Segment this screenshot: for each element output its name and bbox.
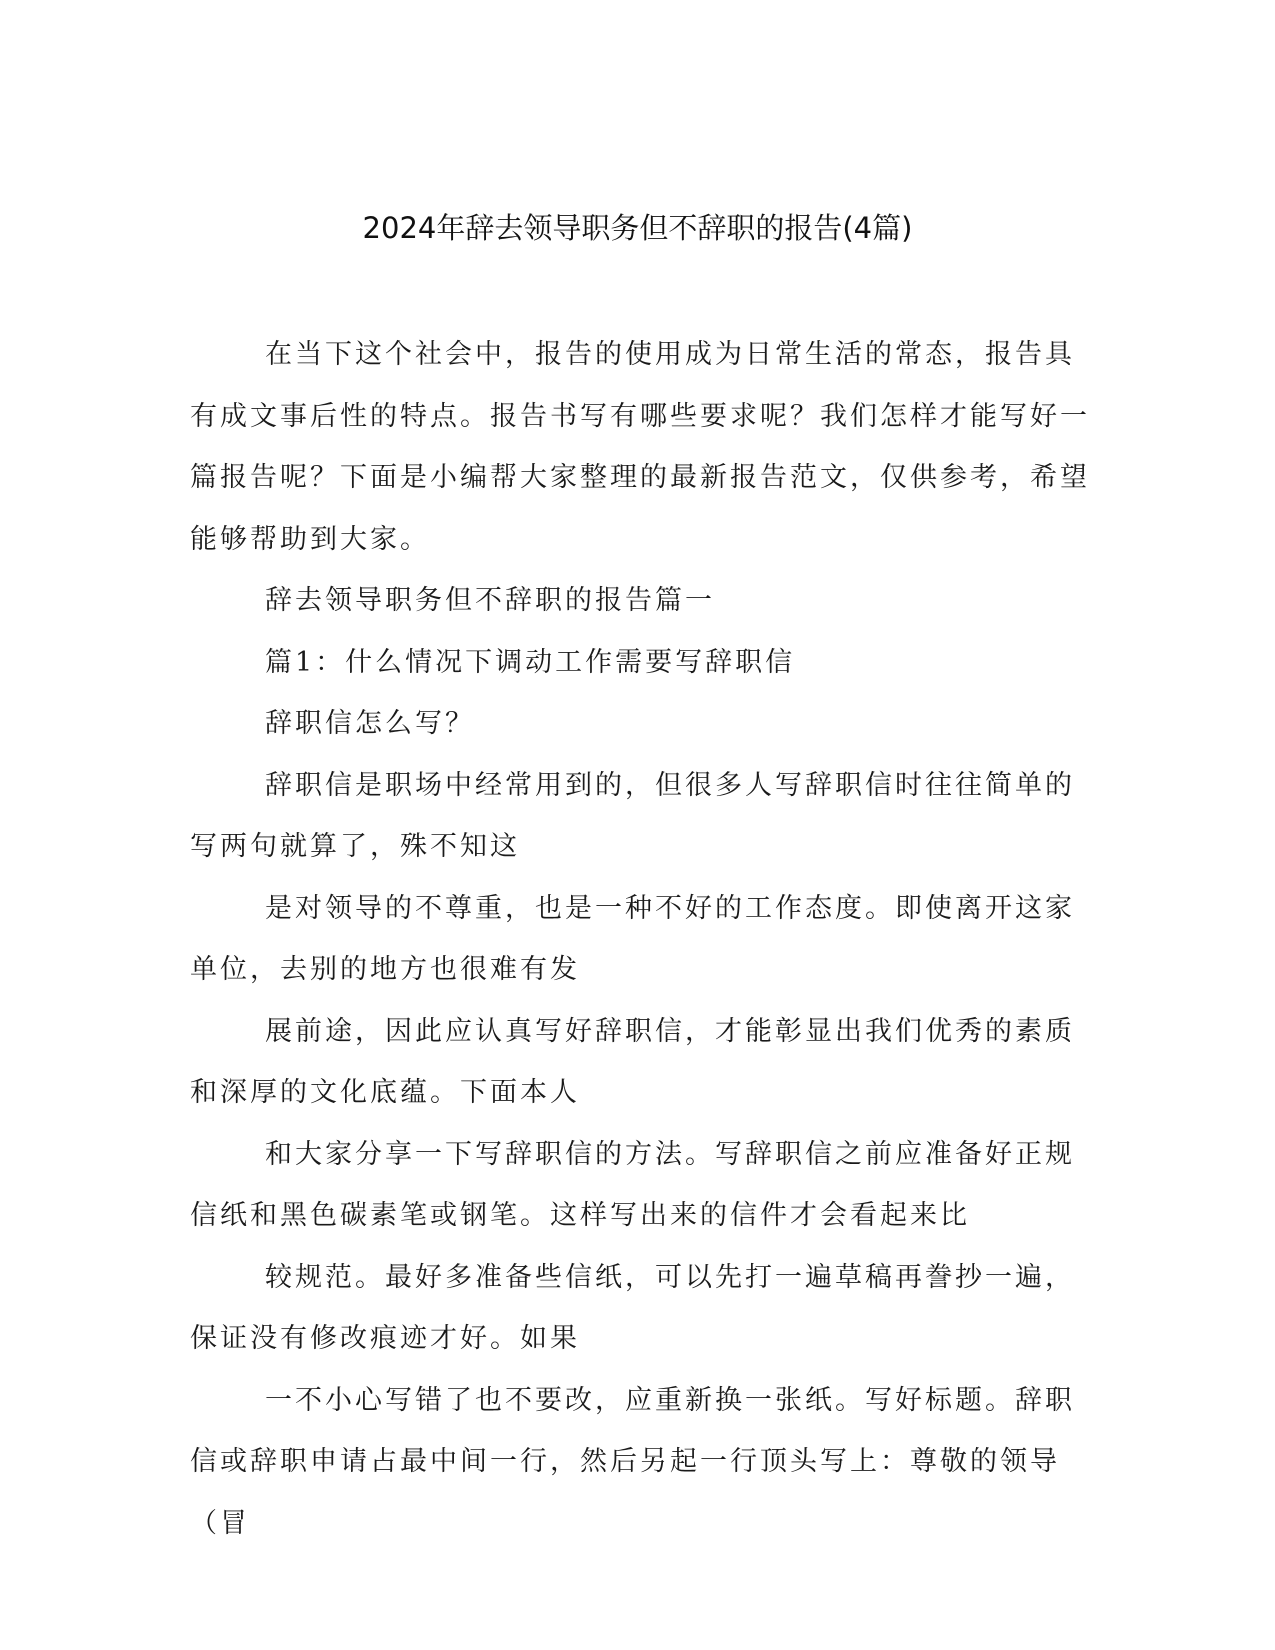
paragraph-subheading: 篇1：什么情况下调动工作需要写辞职信 [265,646,796,678]
paragraph-body: 展前途，因此应认真写好辞职信，才能彰显出我们优秀的素质和深厚的文化底蕴。下面本人 [190,1015,1075,1108]
document-title: 2024年辞去领导职务但不辞职的报告(4篇) [362,211,913,245]
paragraph-body: 和大家分享一下写辞职信的方法。写辞职信之前应准备好正规信纸和黑色碳素笔或钢笔。这样写出来的信件才会看起来比 [190,1138,1075,1231]
paragraph-body: 一不小心写错了也不要改，应重新换一张纸。写好标题。辞职信或辞职申请占最中间一行，然后另起一行顶头写上：尊敬的领导（冒 [190,1384,1075,1539]
document-body [190,324,1090,1554]
paragraph-intro: 在当下这个社会中，报告的使用成为日常生活的常态，报告具有成文事后性的特点。报告书写有哪些要求呢？我们怎样才能写好一篇报告呢？下面是小编帮大家整理的最新报告范文，仅供参考，希望能够帮助到大家。 [190,339,1090,555]
paragraph-body: 是对领导的不尊重，也是一种不好的工作态度。即使离开这家单位，去别的地方也很难有发 [190,892,1075,985]
paragraph-body: 辞职信是职场中经常用到的，但很多人写辞职信时往往简单的写两句就算了，殊不知这 [190,769,1075,862]
paragraph-body: 较规范。最好多准备些信纸，可以先打一遍草稿再誊抄一遍，保证没有修改痕迹才好。如果 [190,1261,1075,1354]
paragraph-question: 辞职信怎么写？ [265,708,475,739]
paragraph-section-heading: 辞去领导职务但不辞职的报告篇一 [265,585,715,616]
